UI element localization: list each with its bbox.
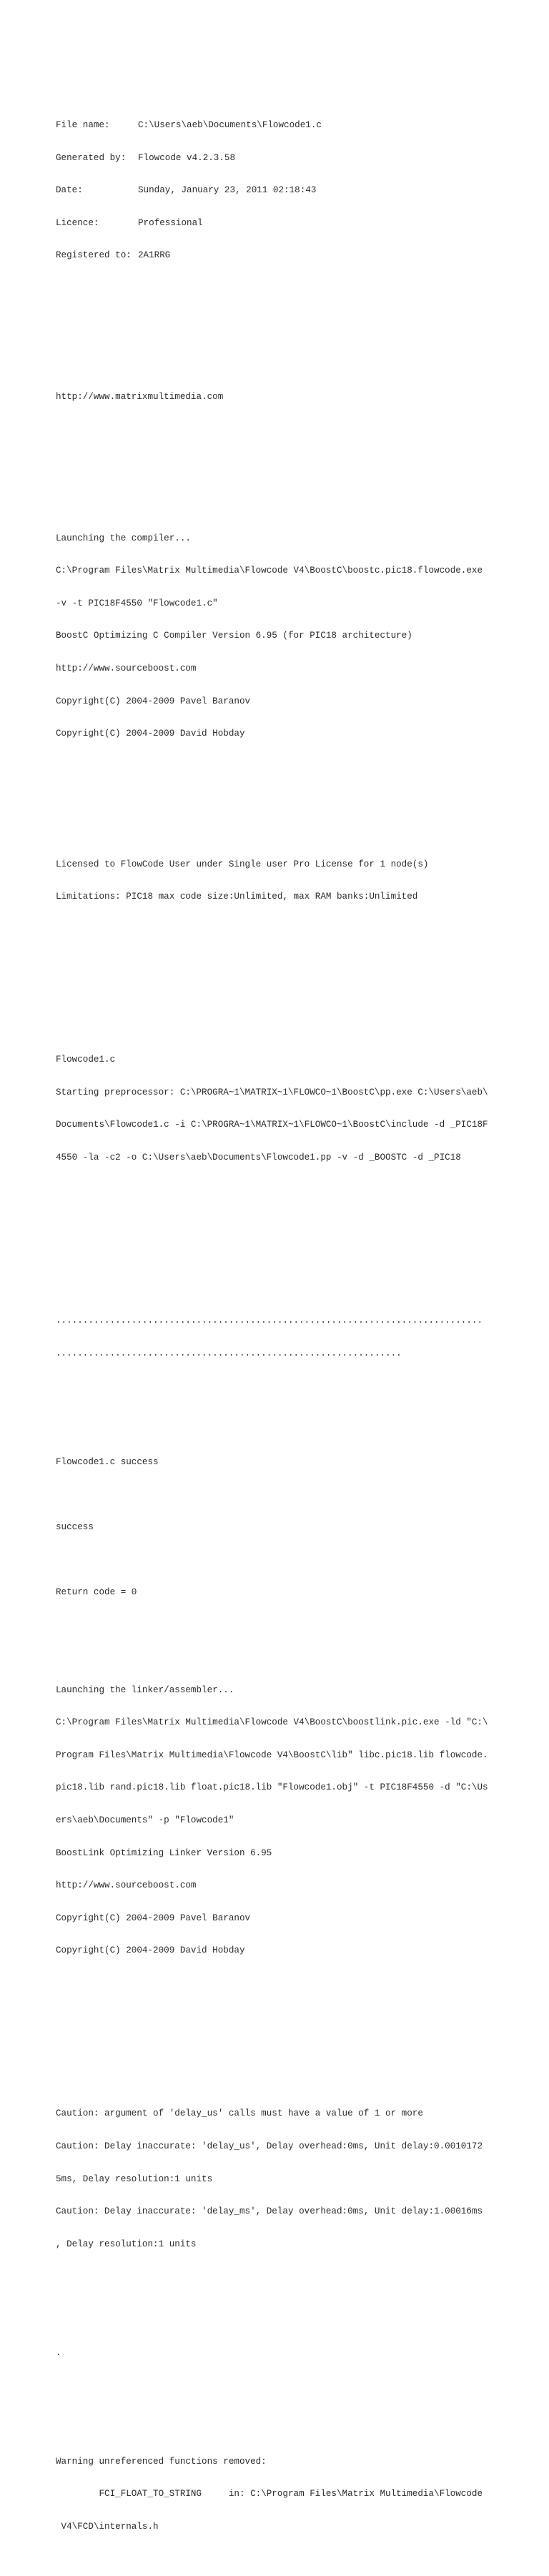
header-key: File name: bbox=[56, 120, 110, 131]
vendor-url: http://www.matrixmultimedia.com bbox=[56, 391, 224, 402]
dots-line: ............................................................................... bbox=[56, 1315, 483, 1326]
header-row-date bbox=[56, 185, 513, 196]
log-line: Limitations: PIC18 max code size:Unlimited, max RAM banks:Unlimited bbox=[56, 892, 418, 902]
header-row-file-name bbox=[56, 120, 513, 131]
log-line: Launching the linker/assembler... bbox=[56, 1684, 234, 1695]
compiler-log-document bbox=[56, 66, 513, 2576]
progress-dots bbox=[56, 1294, 513, 1381]
warning-title: Warning unreferenced functions removed: bbox=[56, 2456, 267, 2467]
log-line: Launching the compiler... bbox=[56, 533, 191, 543]
header-key: Generated by: bbox=[56, 152, 127, 163]
log-line: BoostC Optimizing C Compiler Version 6.95 (for PIC18 architecture) bbox=[56, 631, 412, 641]
header-row-registered-to bbox=[56, 250, 513, 261]
caution-line: 5ms, Delay resolution:1 units bbox=[56, 2173, 213, 2184]
header-value: Professional bbox=[138, 217, 203, 228]
caution-line: , Delay resolution:1 units bbox=[56, 2239, 197, 2249]
file-header bbox=[56, 99, 513, 283]
log-line: Flowcode1.c bbox=[56, 1055, 116, 1065]
log-line: Documents\Flowcode1.c -i C:\PROGRA~1\MATRIX~1\FLOWCO~1\BoostC\include -d _PIC18F bbox=[56, 1120, 488, 1130]
caution-line: Caution: Delay inaccurate: 'delay_us', Delay overhead:0ms, Unit delay:0.0010172 bbox=[56, 2141, 483, 2152]
linker-section bbox=[56, 1663, 513, 1978]
header-key: Date: bbox=[56, 185, 83, 196]
return-code-line: Return code = 0 bbox=[56, 1586, 137, 1597]
header-row-licence bbox=[56, 218, 513, 229]
log-line: pic18.lib rand.pic18.lib float.pic18.lib "Flowcode1.obj" -t PIC18F4550 -d "C:\Us bbox=[56, 1782, 488, 1793]
header-key: Licence: bbox=[56, 217, 99, 228]
header-value: Flowcode v4.2.3.58 bbox=[138, 152, 236, 163]
header-row-generated-by bbox=[56, 153, 513, 164]
log-line: Program Files\Matrix Multimedia\Flowcode V4\BoostC\lib" libc.pic18.lib flowcode. bbox=[56, 1750, 488, 1760]
caution-line: Caution: Delay inaccurate: 'delay_ms', Delay overhead:0ms, Unit delay:1.00016ms bbox=[56, 2206, 483, 2217]
warning-line: FCI_FLOAT_TO_STRING in: C:\Program Files\Matrix Multimedia\Flowcode bbox=[56, 2489, 483, 2499]
file-success-line: Flowcode1.c success bbox=[56, 1456, 159, 1467]
log-line: Copyright(C) 2004-2009 Pavel Baranov bbox=[56, 696, 251, 706]
log-line: ers\aeb\Documents" -p "Flowcode1" bbox=[56, 1815, 234, 1826]
log-line: Copyright(C) 2004-2009 David Hobday bbox=[56, 1945, 245, 1956]
log-line: Licensed to FlowCode User under Single user Pro License for 1 node(s) bbox=[56, 859, 429, 869]
dots-line: ................................................................ bbox=[56, 1348, 402, 1358]
header-value: 2A1RRG bbox=[138, 250, 171, 261]
log-line: C:\Program Files\Matrix Multimedia\Flowcode V4\BoostC\boostlink.pic.exe -ld "C:\ bbox=[56, 1717, 488, 1728]
warning-section bbox=[56, 2434, 513, 2554]
log-line: http://www.sourceboost.com bbox=[56, 1880, 197, 1891]
log-line: C:\Program Files\Matrix Multimedia\Flowcode V4\BoostC\boostc.pic18.flowcode.exe bbox=[56, 566, 483, 576]
header-value: Sunday, January 23, 2011 02:18:43 bbox=[138, 185, 317, 196]
single-dot-line: . bbox=[56, 2347, 61, 2358]
caution-line: Caution: argument of 'delay_us' calls must have a value of 1 or more bbox=[56, 2108, 423, 2119]
header-value: C:\Users\aeb\Documents\Flowcode1.c bbox=[138, 120, 322, 131]
log-line: Copyright(C) 2004-2009 Pavel Baranov bbox=[56, 1913, 251, 1923]
warning-line: V4\FCD\internals.h bbox=[56, 2522, 159, 2532]
compiler-section bbox=[56, 511, 513, 761]
log-line: http://www.sourceboost.com bbox=[56, 663, 197, 673]
preprocessor-section bbox=[56, 1033, 513, 1185]
log-line: BoostLink Optimizing Linker Version 6.95 bbox=[56, 1847, 272, 1858]
header-key: Registered to: bbox=[56, 250, 132, 261]
log-line: 4550 -la -c2 -o C:\Users\aeb\Documents\Flowcode1.pp -v -d _BOOSTC -d _PIC18 bbox=[56, 1152, 461, 1163]
log-line: Starting preprocessor: C:\PROGRA~1\MATRIX~1\FLOWCO~1\BoostC\pp.exe C:\Users\aeb\ bbox=[56, 1087, 488, 1097]
success-line: success bbox=[56, 1521, 94, 1532]
cautions-section bbox=[56, 2087, 513, 2271]
license-section bbox=[56, 837, 513, 924]
log-line: Copyright(C) 2004-2009 David Hobday bbox=[56, 729, 245, 739]
log-line: -v -t PIC18F4550 "Flowcode1.c" bbox=[56, 598, 218, 608]
